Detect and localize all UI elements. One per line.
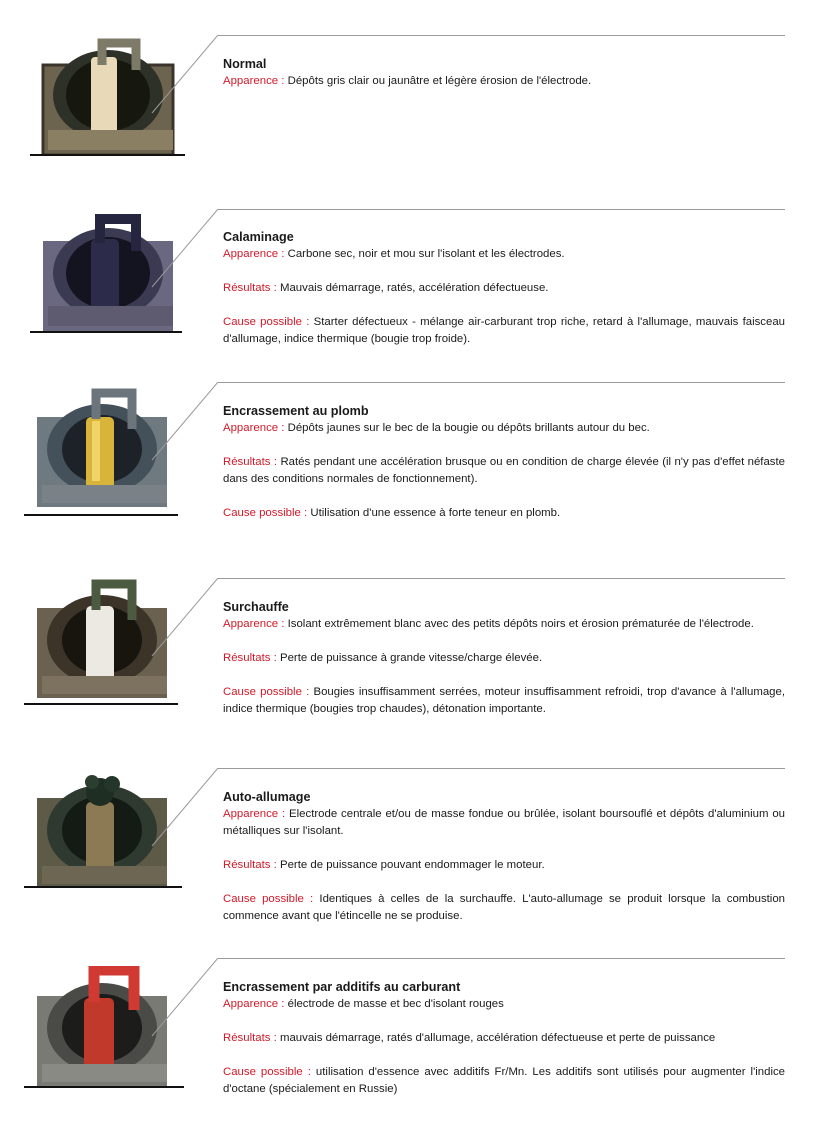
section-rule [218,35,785,36]
resultats-text: Ratés pendant une accélération brusque ou en condition de charge élevée (il n'y pas d'effet néfaste dans des conditions normales de fonctionnement). [223,456,786,485]
resultats-text: Perte de puissance pouvant endommager le moteur. [279,859,545,871]
apparence-text: Isolant extrêmement blanc avec des petits dépôts noirs et érosion prématurée de l'électrode. [287,618,754,630]
baseline [30,331,182,333]
leader-line [150,35,220,115]
cause-label: Cause possible : [223,507,308,519]
apparence-label: Apparence : [223,998,285,1010]
leader-line [150,382,220,462]
entry-title: Encrassement au plomb [223,404,369,418]
cause-line [223,505,785,522]
cause-label: Cause possible : [223,1066,311,1078]
cause-label: Cause possible : [223,316,310,328]
baseline [24,703,178,705]
baseline [24,886,182,888]
section-rule [218,958,785,959]
section-rule [218,382,785,383]
resultats-line [223,454,785,488]
cause-text: Bougies insuffisamment serrées, moteur insuffisamment refroidi, trop d'avance à l'allumage, indice thermique (bougies trop chaudes), détonation importante. [223,686,785,715]
apparence-line [223,73,785,90]
resultats-label: Résultats : [223,1032,277,1044]
cause-text: utilisation d'essence avec additifs Fr/Mn. Les additifs sont utilisés pour augmenter l'indice d'octane (spécialement en Russie) [223,1066,786,1095]
entry-text [223,599,785,718]
baseline [24,1086,184,1088]
leader-line [150,209,220,289]
cause-line [223,891,785,925]
apparence-text: Dépôts jaunes sur le bec de la bougie ou dépôts brillants autour du bec. [287,422,650,434]
entry-title: Encrassement par additifs au carburant [223,980,461,994]
resultats-label: Résultats : [223,282,277,294]
apparence-line [223,806,785,840]
baseline [24,514,178,516]
cause-line [223,1064,785,1098]
resultats-text: Mauvais démarrage, ratés, accélération défectueuse. [279,282,549,294]
leader-line [150,958,220,1038]
apparence-line [223,996,785,1013]
apparence-text: Electrode centrale et/ou de masse fondue ou brûlée, isolant boursouflé et dépôts d'aluminium ou métalliques sur l'isolant. [223,808,785,837]
apparence-label: Apparence : [223,248,285,260]
entry-text [223,403,785,522]
resultats-text: Perte de puissance à grande vitesse/charge élevée. [279,652,543,664]
section-rule [218,578,785,579]
apparence-text: Carbone sec, noir et mou sur l'isolant et les électrodes. [287,248,565,260]
leader-line [150,578,220,658]
resultats-line [223,857,785,874]
leader-line [150,768,220,848]
entry-title: Auto-allumage [223,790,311,804]
cause-text: Starter défectueux - mélange air-carburant trop riche, retard à l'allumage, mauvais faisceau d'allumage, indice thermique (bougie trop froide). [223,316,785,345]
entry-text [223,56,785,90]
apparence-line [223,246,785,263]
apparence-label: Apparence : [223,422,285,434]
baseline [30,154,185,156]
apparence-text: Dépôts gris clair ou jaunâtre et légère érosion de l'électrode. [287,75,592,87]
resultats-label: Résultats : [223,652,277,664]
section-rule [218,768,785,769]
apparence-line [223,420,785,437]
cause-text: Utilisation d'une essence à forte teneur en plomb. [310,507,561,519]
cause-text: Identiques à celles de la surchauffe. L'auto-allumage se produit lorsque la combustion commence avant que l'étincelle ne se produise. [223,893,785,922]
resultats-label: Résultats : [223,859,277,871]
cause-label: Cause possible : [223,686,310,698]
cause-label: Cause possible : [223,893,314,905]
entry-text [223,229,785,348]
entry-title: Surchauffe [223,600,289,614]
cause-line [223,684,785,718]
cause-line [223,314,785,348]
resultats-line [223,1030,785,1047]
apparence-label: Apparence : [223,618,285,630]
resultats-line [223,280,785,297]
apparence-text: électrode de masse et bec d'isolant rouges [287,998,504,1010]
section-rule [218,209,785,210]
resultats-line [223,650,785,667]
apparence-label: Apparence : [223,808,286,820]
entry-text [223,789,785,925]
entry-title: Calaminage [223,230,294,244]
entry-title: Normal [223,57,267,71]
apparence-line [223,616,785,633]
entry-text [223,979,785,1098]
resultats-text: mauvais démarrage, ratés d'allumage, accélération défectueuse et perte de puissance [279,1032,716,1044]
resultats-label: Résultats : [223,456,278,468]
apparence-label: Apparence : [223,75,285,87]
